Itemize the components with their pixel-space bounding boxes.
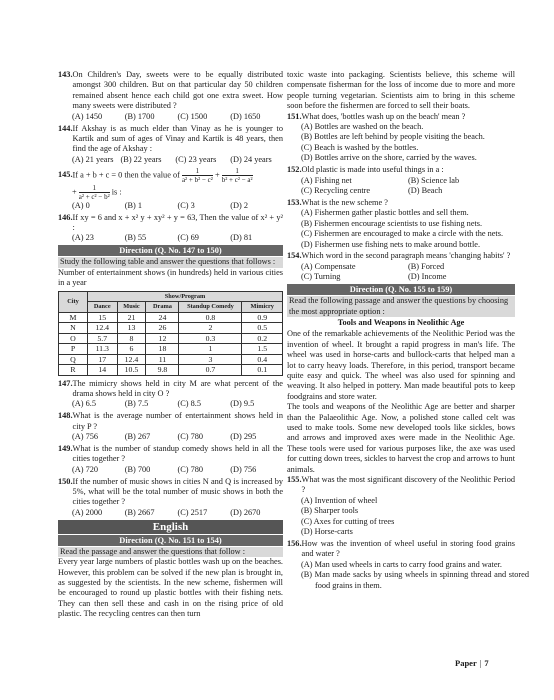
right-column	[287, 70, 529, 593]
value-cell: 18	[146, 344, 179, 355]
option: (D) Horse-carts	[301, 527, 353, 537]
option: (B) 267	[124, 432, 151, 442]
option: (B) Science lab	[408, 175, 460, 185]
city-cell: M	[59, 312, 88, 323]
option: (B) Sharper tools	[301, 506, 359, 516]
passage-paragraph: Every year large numbers of plastic bottles wash up on the beaches. However, this problem can be solved if the new plan is brought in, as suggested by the scientists. In the new scheme, fishermen will be encouraged to round up plastic bottles with their fishing nets. They can then sell these and cash in on the rising price of old plastic. The recycling centres can then turn	[58, 557, 283, 619]
option: (A) Invention of wheel	[301, 495, 378, 505]
option: (D) 24 years	[230, 154, 272, 164]
option: (C) 8.5	[177, 399, 202, 409]
fraction-term: $\frac{1}{\text{a² + b² − c²}}$	[181, 166, 213, 184]
value-cell: 8	[117, 333, 146, 344]
column-header: Standup Comedy	[179, 302, 242, 313]
option: (A) 1450	[72, 111, 103, 121]
section-heading-english: English	[58, 520, 283, 534]
value-cell: 11.3	[88, 344, 118, 355]
option: (A) 756	[72, 432, 99, 442]
direction-banner: Direction (Q. No. 151 to 154)	[58, 535, 283, 546]
footer-separator: |	[479, 658, 482, 668]
option: (B) 1700	[124, 111, 155, 121]
city-cell: R	[59, 365, 88, 376]
option: (B) 700	[124, 464, 151, 474]
option: (A) Compensate	[301, 261, 356, 271]
option: (A) 6.5	[72, 399, 96, 409]
footer-label: Paper	[455, 658, 477, 668]
option: (C) 1500	[177, 111, 208, 121]
option: (C) Beach is washed by the bottles.	[301, 142, 419, 152]
value-cell: 1	[179, 344, 242, 355]
value-cell: 0.5	[242, 323, 283, 334]
city-cell: Q	[59, 354, 88, 365]
column-header: Mimicry	[242, 302, 283, 313]
option: (C) Fishermen are encouraged to make a circle with the nets.	[301, 229, 504, 239]
option: (B) 55	[124, 233, 147, 243]
option: (B) Forced	[408, 261, 445, 271]
value-cell: 12.4	[88, 323, 118, 334]
table-row	[59, 333, 283, 344]
left-column	[58, 70, 283, 620]
option: (D) 2670	[230, 507, 261, 517]
value-cell: 17	[88, 354, 118, 365]
option: (B) 7.5	[124, 399, 149, 409]
value-cell: 15	[88, 312, 118, 323]
option: (D) Fishermen use fishing nets to make around bottle.	[301, 239, 481, 249]
column-header: Dance	[88, 302, 118, 313]
option: (A) 23	[72, 233, 94, 243]
direction-banner: Direction (Q. No. 155 to 159)	[287, 284, 515, 295]
option: (C) 780	[177, 464, 204, 474]
option: (B) Bottles are left behind by people visiting the beach.	[301, 132, 485, 142]
option: (B) 1	[124, 200, 143, 210]
option: (B) 22 years	[120, 154, 162, 164]
city-cell: O	[59, 333, 88, 344]
passage-paragraph: One of the remarkable achievements of the Neolithic Period was the invention of wheel. It brought a rapid progress in man's life. The wheel was used in horse-carts and bullock-carts that helped man a lot to carry heavy loads. Therefore, in this period, transport became quite easy and quick. The wheel was also used for spinning and weaving. It also helped in pottery. Man made beautiful pots to keep foodgrains and store water.	[287, 329, 515, 401]
column-header: Drama	[146, 302, 179, 313]
column-group-header: Show/Program	[88, 291, 283, 302]
direction-banner: Direction (Q. No. 147 to 150)	[58, 245, 283, 256]
page-number: 7	[484, 658, 489, 668]
value-cell: 2	[179, 323, 242, 334]
option: (D) 81	[230, 233, 253, 243]
city-cell: P	[59, 344, 88, 355]
entertainment-shows-table	[58, 291, 283, 376]
value-cell: 1.5	[242, 344, 283, 355]
option: (D) 1650	[230, 111, 261, 121]
column-header: Music	[117, 302, 146, 313]
table-row	[59, 312, 283, 323]
value-cell: 14	[88, 365, 118, 376]
option: (C) Turning	[301, 272, 341, 282]
value-cell: 0.1	[242, 365, 283, 376]
direction-instruction: Read the following passage and answer the questions by choosing the most appropriate option :	[287, 296, 515, 317]
question-147: 147. The mimicry shows held in city M are what percent of the drama shows held in city O ? (A) 6.5 (B) 7.5 (C) 8.5 (D) 9.5	[58, 378, 283, 409]
value-cell: 10.5	[117, 365, 146, 376]
column-header-city: City	[59, 291, 88, 312]
question-145: 145. If a + b + c = 0 then the value of $\frac{1}{\text{a² + b² − c²}}$ + $\frac{1}{\text{b² + c² − a²}}$ + $\frac{1}{\text{a² + c² − b²}}$ is : (A) 0 (B) 1 (C) 3 (D) 2	[58, 167, 283, 211]
value-cell: 9.8	[146, 365, 179, 376]
value-cell: 3	[179, 354, 242, 365]
table-intro: Number of entertainment shows (in hundreds) held in various cities in a year	[58, 267, 283, 288]
value-cell: 11	[146, 354, 179, 365]
value-cell: 0.4	[242, 354, 283, 365]
option: (A) Man used wheels in carts to carry food grains and water.	[301, 559, 502, 569]
value-cell: 0.8	[179, 312, 242, 323]
value-cell: 0.9	[242, 312, 283, 323]
question-text: If a + b + c = 0 then the value of	[72, 170, 180, 180]
value-cell: 0.7	[179, 365, 242, 376]
option: (D) 2	[230, 200, 248, 210]
option: (C) 2517	[177, 507, 208, 517]
question-151: 151. What does, 'bottles wash up on the beach' mean ? (A) Bottles are washed on the beach. (B) Bottles are left behind by people visiting the beach. (C) Beach is washed by the bottles. (D) Bottles arrive on the shore, carried by the waves.	[287, 112, 515, 164]
question-153: 153. What is the new scheme ? (A) Fishermen gather plastic bottles and sell them. (B) Fishermen encourage scientists to use fishing nets. (C) Fishermen are encouraged to make a circle with the nets. (D) Fishermen use fishing nets to make around bottle.	[287, 198, 515, 250]
option: (A) 2000	[72, 507, 103, 517]
table-row	[59, 365, 283, 376]
question-156: 156. How was the invention of wheel useful in storing food grains and water ? (A) Man used wheels in carts to carry food grains and water. (B) Man made sacks by using wheels in spinning thread and stored food grains in them.	[287, 538, 529, 590]
option: (A) 0	[72, 200, 90, 210]
question-155: 155. What was the most significant discovery of the Neolithic Period ? (A) Invention of wheel (B) Sharper tools (C) Axes for cutting of trees (D) Horse-carts	[287, 475, 515, 537]
page-footer	[455, 658, 489, 668]
option: (D) 756	[230, 464, 257, 474]
option: (D) Income	[408, 272, 447, 282]
value-cell: 26	[146, 323, 179, 334]
table-row	[59, 344, 283, 355]
option: (C) 3	[177, 200, 195, 210]
question-154: 154. Which word in the second paragraph means 'changing habits' ? (A) Compensate (B) Forced (C) Turning (D) Income	[287, 251, 515, 282]
value-cell: 12.4	[117, 354, 146, 365]
option: (C) Axes for cutting of trees	[301, 516, 395, 526]
fraction-term: $\frac{1}{\text{a² + c² − b²}}$	[78, 183, 110, 201]
passage-paragraph: The tools and weapons of the Neolithic Age are better and sharper than the Palaeolithic Age. Now, a polished stone called celt was used to make tools. Some new developed tools like sickles, bows and arrows and improved axes were made in the Neolithic Age. These tools were used for various purposes like, the axe was used for cutting down trees, sickles to harvest the crop and arrows to hunt animals.	[287, 402, 515, 474]
option: (D) Beach	[408, 185, 443, 195]
value-cell: 6	[117, 344, 146, 355]
option: (D) 295	[230, 432, 257, 442]
table-row	[59, 354, 283, 365]
option: (A) Fishing net	[301, 175, 352, 185]
question-148: 148. What is the average number of entertainment shows held in city P ? (A) 756 (B) 267 (C) 780 (D) 295	[58, 411, 283, 442]
option: (C) 69	[177, 233, 199, 243]
option: (C) 23 years	[175, 154, 217, 164]
question-152: 152. Old plastic is made into useful things in a : (A) Fishing net (B) Science lab (C) Recycling centre (D) Beach	[287, 165, 515, 196]
option: (D) 9.5	[230, 399, 255, 409]
table-row	[59, 323, 283, 334]
option: (B) Man made sacks by using wheels in spinning thread and stored food grains in them.	[301, 570, 529, 590]
value-cell: 13	[117, 323, 146, 334]
value-cell: 0.2	[242, 333, 283, 344]
question-150: 150. If the number of music shows in cities N and Q is increased by 5%, what will be the total number of music shows in both the cities together ? (A) 2000 (B) 2667 (C) 2517 (D) 2670	[58, 476, 283, 517]
direction-instruction: Study the following table and answer the questions that follows :	[58, 257, 283, 267]
option: (B) 2667	[124, 507, 155, 517]
value-cell: 21	[117, 312, 146, 323]
question-146: 146. If xy = 6 and x + x² y + xy² + y = 63, Then the value of x² + y² : (A) 23 (B) 55 (C) 69 (D) 81	[58, 212, 283, 243]
question-143: 143. On Children's Day, sweets were to be equally distributed amongst 300 children. But on that particular day 50 children remained absent hence each child got one extra sweet. How many sweets were distributed ? (A) 1450 (B) 1700 (C) 1500 (D) 1650	[58, 70, 283, 121]
value-cell: 12	[146, 333, 179, 344]
city-cell: N	[59, 323, 88, 334]
passage-title: Tools and Weapons in Neolithic Age	[337, 317, 465, 327]
option: (C) 780	[177, 432, 204, 442]
value-cell: 0.3	[179, 333, 242, 344]
option: (A) 720	[72, 464, 99, 474]
option: (B) Fishermen encourage scientists to use fishing nets.	[301, 218, 483, 228]
passage-paragraph: toxic waste into packaging. Scientists believe, this scheme will compensate fisherman for the loss of income due to more and more people turning vegetarian. Scientists aim to bring in this scheme soon before the fishermen are forced to sell their boats.	[287, 70, 515, 111]
option: (D) Bottles arrive on the shore, carried by the waves.	[301, 153, 477, 163]
value-cell: 5.7	[88, 333, 118, 344]
option: (A) 21 years	[72, 154, 114, 164]
question-149: 149. What is the number of standup comedy shows held in all the cities together ? (A) 720 (B) 700 (C) 780 (D) 756	[58, 443, 283, 474]
value-cell: 24	[146, 312, 179, 323]
option: (C) Recycling centre	[301, 185, 371, 195]
direction-instruction: Read the passage and answer the questions that follow :	[58, 547, 283, 557]
question-144: 144. If Akshay is as much elder than Vinay as he is younger to Kartik and sum of ages of Vinay and Kartik is 48 years, then find the age of Akshay : (A) 21 years (B) 22 years (C) 23 years (D) 24 years	[58, 123, 283, 164]
option: (A) Fishermen gather plastic bottles and sell them.	[301, 208, 469, 218]
fraction-term: $\frac{1}{\text{b² + c² − a²}}$	[221, 166, 253, 184]
option: (A) Bottles are washed on the beach.	[301, 122, 424, 132]
